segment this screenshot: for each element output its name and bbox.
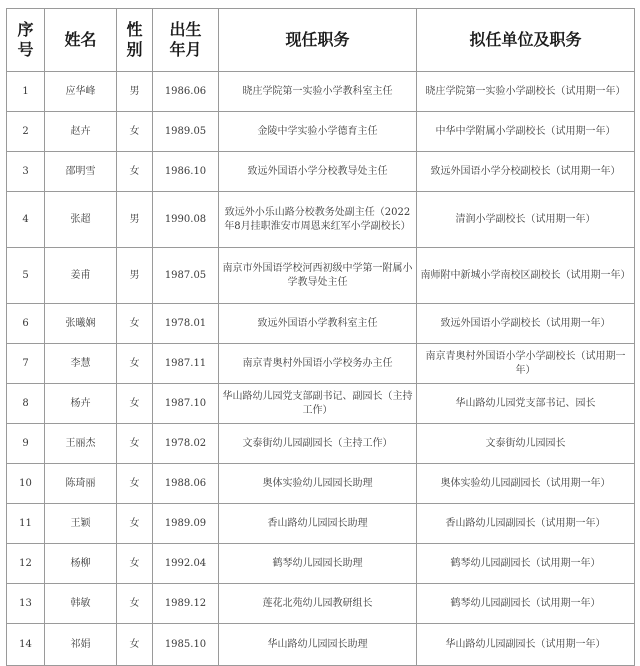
- cell-sex: 男: [117, 248, 153, 304]
- cell-current-position: 文泰街幼儿园副园长（主持工作）: [219, 424, 417, 464]
- cell-name: 杨柳: [45, 544, 117, 584]
- cell-current-position: 南京青奥村外国语小学校务办主任: [219, 344, 417, 384]
- cell-current-position: 南京市外国语学校河西初级中学第一附属小学教导处主任: [219, 248, 417, 304]
- cell-name: 陈琦丽: [45, 464, 117, 504]
- header-birth: 出生年月: [153, 9, 219, 72]
- cell-current-position: 莲花北苑幼儿园教研组长: [219, 584, 417, 624]
- table-row: [7, 624, 635, 666]
- cell-name: 李慧: [45, 344, 117, 384]
- cell-name: 应华峰: [45, 72, 117, 112]
- table-row: [7, 464, 635, 504]
- cell-birth: 1986.10: [153, 152, 219, 192]
- cell-sex: 女: [117, 584, 153, 624]
- cell-birth: 1987.11: [153, 344, 219, 384]
- cell-birth: 1978.01: [153, 304, 219, 344]
- cell-seq: 9: [7, 424, 45, 464]
- cell-proposed-position: 晓庄学院第一实验小学副校长（试用期一年）: [417, 72, 635, 112]
- cell-birth: 1987.10: [153, 384, 219, 424]
- cell-name: 张曦娴: [45, 304, 117, 344]
- cell-proposed-position: 中华中学附属小学副校长（试用期一年）: [417, 112, 635, 152]
- cell-seq: 4: [7, 192, 45, 248]
- cell-sex: 女: [117, 504, 153, 544]
- table-row: [7, 384, 635, 424]
- header-current-position: 现任职务: [219, 9, 417, 72]
- cell-seq: 11: [7, 504, 45, 544]
- cell-sex: 女: [117, 152, 153, 192]
- table-row: [7, 344, 635, 384]
- cell-birth: 1987.05: [153, 248, 219, 304]
- cell-sex: 女: [117, 424, 153, 464]
- cell-birth: 1986.06: [153, 72, 219, 112]
- cell-name: 王丽杰: [45, 424, 117, 464]
- cell-seq: 5: [7, 248, 45, 304]
- cell-name: 邵明雪: [45, 152, 117, 192]
- cell-name: 祁娟: [45, 624, 117, 666]
- cell-proposed-position: 致远外国语小学分校副校长（试用期一年）: [417, 152, 635, 192]
- header-name: 姓名: [45, 9, 117, 72]
- cell-seq: 6: [7, 304, 45, 344]
- cell-sex: 女: [117, 384, 153, 424]
- cell-sex: 女: [117, 344, 153, 384]
- cell-current-position: 奥体实验幼儿园园长助理: [219, 464, 417, 504]
- cell-sex: 女: [117, 464, 153, 504]
- cell-proposed-position: 鹤琴幼儿园副园长（试用期一年）: [417, 584, 635, 624]
- cell-seq: 1: [7, 72, 45, 112]
- table-row: [7, 584, 635, 624]
- table-row: [7, 72, 635, 112]
- cell-proposed-position: 华山路幼儿园党支部书记、园长: [417, 384, 635, 424]
- cell-seq: 7: [7, 344, 45, 384]
- cell-name: 赵卉: [45, 112, 117, 152]
- cell-name: 王颖: [45, 504, 117, 544]
- cell-current-position: 华山路幼儿园党支部副书记、副园长（主持工作）: [219, 384, 417, 424]
- cell-current-position: 致远外国语小学教科室主任: [219, 304, 417, 344]
- table-row: [7, 112, 635, 152]
- cell-birth: 1985.10: [153, 624, 219, 666]
- table-row: [7, 504, 635, 544]
- cell-proposed-position: 致远外国语小学副校长（试用期一年）: [417, 304, 635, 344]
- cell-current-position: 金陵中学实验小学德育主任: [219, 112, 417, 152]
- cell-birth: 1990.08: [153, 192, 219, 248]
- cell-sex: 女: [117, 544, 153, 584]
- cell-proposed-position: 鹤琴幼儿园副园长（试用期一年）: [417, 544, 635, 584]
- cell-name: 韩敏: [45, 584, 117, 624]
- cell-proposed-position: 奥体实验幼儿园副园长（试用期一年）: [417, 464, 635, 504]
- cell-seq: 2: [7, 112, 45, 152]
- cell-name: 姜甫: [45, 248, 117, 304]
- cell-birth: 1989.05: [153, 112, 219, 152]
- cell-birth: 1988.06: [153, 464, 219, 504]
- cell-name: 张超: [45, 192, 117, 248]
- table-row: [7, 304, 635, 344]
- table-row: [7, 248, 635, 304]
- cell-proposed-position: 文泰街幼儿园园长: [417, 424, 635, 464]
- header-seq: 序号: [7, 9, 45, 72]
- cell-proposed-position: 华山路幼儿园副园长（试用期一年）: [417, 624, 635, 666]
- header-row: [7, 9, 635, 72]
- table-row: [7, 544, 635, 584]
- cell-current-position: 鹤琴幼儿园园长助理: [219, 544, 417, 584]
- table-row: [7, 192, 635, 248]
- cell-sex: 男: [117, 192, 153, 248]
- cell-current-position: 致远外小乐山路分校教务处副主任（2022年8月挂职淮安市周恩来红军小学副校长）: [219, 192, 417, 248]
- table-row: [7, 152, 635, 192]
- cell-current-position: 华山路幼儿园园长助理: [219, 624, 417, 666]
- table-row: [7, 424, 635, 464]
- cell-sex: 女: [117, 624, 153, 666]
- cell-birth: 1989.09: [153, 504, 219, 544]
- cell-sex: 男: [117, 72, 153, 112]
- cell-seq: 14: [7, 624, 45, 666]
- header-sex: 性别: [117, 9, 153, 72]
- cell-current-position: 香山路幼儿园园长助理: [219, 504, 417, 544]
- cell-proposed-position: 南京青奥村外国语小学小学副校长（试用期一年）: [417, 344, 635, 384]
- cell-seq: 12: [7, 544, 45, 584]
- cell-proposed-position: 清润小学副校长（试用期一年）: [417, 192, 635, 248]
- cell-current-position: 晓庄学院第一实验小学教科室主任: [219, 72, 417, 112]
- cell-seq: 13: [7, 584, 45, 624]
- header-proposed-position: 拟任单位及职务: [417, 9, 635, 72]
- cell-current-position: 致远外国语小学分校教导处主任: [219, 152, 417, 192]
- cell-seq: 10: [7, 464, 45, 504]
- appointment-table: [6, 8, 635, 666]
- cell-name: 杨卉: [45, 384, 117, 424]
- cell-birth: 1978.02: [153, 424, 219, 464]
- cell-sex: 女: [117, 304, 153, 344]
- cell-proposed-position: 香山路幼儿园副园长（试用期一年）: [417, 504, 635, 544]
- cell-birth: 1989.12: [153, 584, 219, 624]
- cell-sex: 女: [117, 112, 153, 152]
- cell-seq: 3: [7, 152, 45, 192]
- cell-seq: 8: [7, 384, 45, 424]
- cell-proposed-position: 南师附中新城小学南校区副校长（试用期一年）: [417, 248, 635, 304]
- cell-birth: 1992.04: [153, 544, 219, 584]
